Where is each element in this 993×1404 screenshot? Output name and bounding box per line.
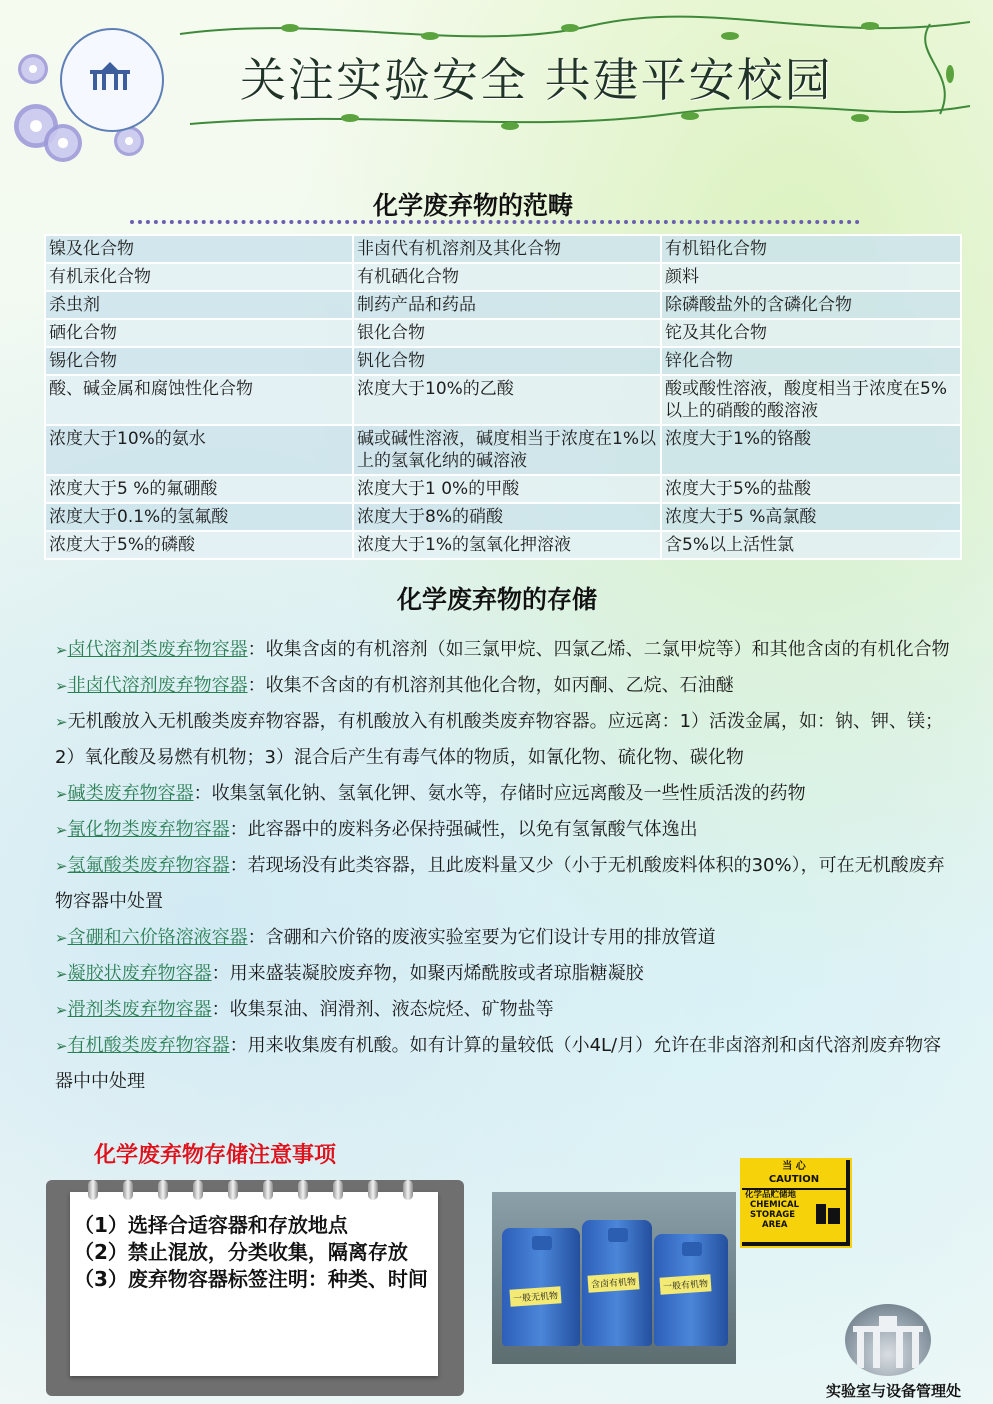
table-row [45,263,961,291]
container-type-link[interactable]: 碱类废弃物容器 [67,783,194,804]
table-cell: 浓度大于1%的氢氧化押溶液 [353,531,661,559]
table-cell: 酸或酸性溶液，酸度相当于浓度在5%以上的硝酸的酸溶液 [661,375,961,425]
notice-item: （1）选择合适容器和存放地点 [74,1213,348,1237]
storage-item-text: ：用来收集废有机酸。如有计算的量较低（小4L/月）允许在非卤溶剂和卤代溶剂废弃物容器中中处理 [55,1035,942,1092]
storage-item-text: ：含硼和六价铬的废液实验室要为它们设计专用的排放管道 [247,927,716,948]
table-cell: 浓度大于1%的铬酸 [661,425,961,475]
storage-heading: 化学废弃物的存储 [397,585,598,614]
container-type-link[interactable]: 含硼和六价铬溶液容器 [67,927,248,948]
container-label: 一般有机物 [659,1274,711,1295]
storage-item [55,704,955,776]
storage-item [55,668,955,704]
storage-item [55,848,955,920]
binder-ring [298,1180,308,1200]
table-cell: 锡化合物 [45,347,353,375]
drum-icon [814,1200,842,1228]
arrow-bullet-icon: ➢ [55,713,68,731]
storage-item [55,632,955,668]
binder-ring [158,1180,168,1200]
table-row [45,503,961,531]
table-cell: 锌化合物 [661,347,961,375]
table-row [45,235,961,263]
table-cell: 浓度大于8%的硝酸 [353,503,661,531]
department-name: 实验室与设备管理处 [826,1382,962,1400]
caution-sign-body [742,1190,846,1242]
storage-item [55,956,955,992]
caution-line: CHEMICAL [750,1200,800,1210]
table-cell: 杀虫剂 [45,291,353,319]
binder-ring [193,1180,203,1200]
caution-line: AREA [762,1220,788,1230]
table-cell: 硒化合物 [45,319,353,347]
table-cell: 浓度大于0.1%的氢氟酸 [45,503,353,531]
table-cell: 浓度大于10%的乙酸 [353,375,661,425]
gate-icon [845,1304,931,1376]
table-cell: 浓度大于1 0%的甲酸 [353,475,661,503]
storage-item [55,776,955,812]
storage-item-text: ：收集不含卤的有机溶剂其他化合物，如丙酮、乙烷、石油醚 [247,675,734,696]
notice-item: （3）废弃物容器标签注明：种类、时间 [74,1267,428,1291]
table-cell: 浓度大于5 %高氯酸 [661,503,961,531]
binder-ring [123,1180,133,1200]
container-type-link[interactable]: 卤代溶剂类废弃物容器 [67,639,248,660]
storage-item [55,992,955,1028]
caution-en: CAUTION [768,1174,820,1185]
container-label: 一般无机物 [509,1286,561,1307]
container-label: 含卤有机物 [587,1272,639,1293]
container-cap [608,1228,628,1242]
table-cell: 除磷酸盐外的含磷化合物 [661,291,961,319]
categories-table [44,234,962,560]
binder-ring [263,1180,273,1200]
table-row [45,425,961,475]
table-cell: 制药产品和药品 [353,291,661,319]
table-cell: 有机铅化合物 [661,235,961,263]
binder-ring [403,1180,413,1200]
storage-item-text: ：收集氢氧化钠、氢氧化钾、氨水等，存储时应远离酸及一些性质活泼的药物 [193,783,806,804]
table-row [45,319,961,347]
table-cell: 含5%以上活性氯 [661,531,961,559]
container-cap [532,1236,552,1250]
table-row [45,475,961,503]
arrow-bullet-icon: ➢ [55,965,68,983]
arrow-bullet-icon: ➢ [55,1037,68,1055]
table-cell: 铊及其化合物 [661,319,961,347]
storage-item [55,920,955,956]
arrow-bullet-icon: ➢ [55,677,68,695]
table-cell: 碱或碱性溶液，碱度相当于浓度在1%以上的氢氧化纳的碱溶液 [353,425,661,475]
caution-cn: 当 心 [782,1161,806,1172]
storage-item-text: ：此容器中的废料务必保持强碱性，以免有氢氰酸气体逸出 [229,819,698,840]
notice-item: （2）禁止混放，分类收集，隔离存放 [74,1240,408,1264]
caution-line: 化学品贮储地 [745,1190,797,1200]
binder-ring [368,1180,378,1200]
storage-item-text: 无机酸放入无机酸类废弃物容器，有机酸放入有机酸类废弃物容器。应远离：1）活泼金属，如：钠、钾、镁；2）氧化酸及易燃有机物；3）混合后产生有毒气体的物质，如氰化物、硫化物、碳化物 [55,711,944,768]
container-type-link[interactable]: 滑剂类废弃物容器 [67,999,212,1020]
container-cap [682,1242,702,1256]
storage-item-text: ：收集泵油、润滑剂、液态烷烃、矿物盐等 [211,999,554,1020]
caution-sign-header [742,1160,846,1188]
container-type-link[interactable]: 非卤代溶剂废弃物容器 [67,675,248,696]
table-cell: 浓度大于5%的盐酸 [661,475,961,503]
storage-item [55,812,955,848]
notice-list [74,1212,432,1293]
arrow-bullet-icon: ➢ [55,785,68,803]
table-cell: 有机汞化合物 [45,263,353,291]
dotted-divider [130,220,860,224]
table-cell: 镍及化合物 [45,235,353,263]
arrow-bullet-icon: ➢ [55,1001,68,1019]
page-title: 关注实验安全 共建平安校园 [240,53,833,107]
storage-item [55,1028,955,1100]
binder-ring [333,1180,343,1200]
container-type-link[interactable]: 氰化物类废弃物容器 [67,819,230,840]
table-cell: 浓度大于10%的氨水 [45,425,353,475]
campus-gate-image [845,1304,931,1376]
container-type-link[interactable]: 有机酸类废弃物容器 [67,1035,230,1056]
table-cell: 非卤代有机溶剂及其化合物 [353,235,661,263]
table-cell: 浓度大于5 %的氟硼酸 [45,475,353,503]
arrow-bullet-icon: ➢ [55,821,68,839]
storage-item-text: ：用来盛装凝胶废弃物，如聚丙烯酰胺或者琼脂糖凝胶 [211,963,644,984]
table-cell: 酸、碱金属和腐蚀性化合物 [45,375,353,425]
waste-containers-photo [492,1192,736,1364]
storage-list [55,632,955,1100]
arrow-bullet-icon: ➢ [55,857,68,875]
table-cell: 浓度大于5%的磷酸 [45,531,353,559]
container-type-link[interactable]: 氢氟酸类废弃物容器 [67,855,230,876]
container-type-link[interactable]: 凝胶状废弃物容器 [67,963,212,984]
binder-ring [228,1180,238,1200]
logo-gate-icon [88,62,132,92]
table-cell: 钒化合物 [353,347,661,375]
arrow-bullet-icon: ➢ [55,929,68,947]
table-row [45,347,961,375]
caution-line: STORAGE [750,1210,796,1220]
table-cell: 有机硒化合物 [353,263,661,291]
binder-ring [88,1180,98,1200]
storage-item-text: ：收集含卤的有机溶剂（如三氯甲烷、四氯乙烯、二氯甲烷等）和其他含卤的有机化合物 [247,639,950,660]
storage-item-text: ：若现场没有此类容器，且此废料量又少（小于无机酸废料体积的30%），可在无机酸废弃物容器中处置 [55,855,945,912]
table-row [45,291,961,319]
table-row [45,531,961,559]
arrow-bullet-icon: ➢ [55,641,68,659]
notice-heading: 化学废弃物存储注意事项 [94,1143,337,1168]
categories-heading: 化学废弃物的范畴 [373,191,574,220]
table-cell: 银化合物 [353,319,661,347]
table-row [45,375,961,425]
table-cell: 颜料 [661,263,961,291]
